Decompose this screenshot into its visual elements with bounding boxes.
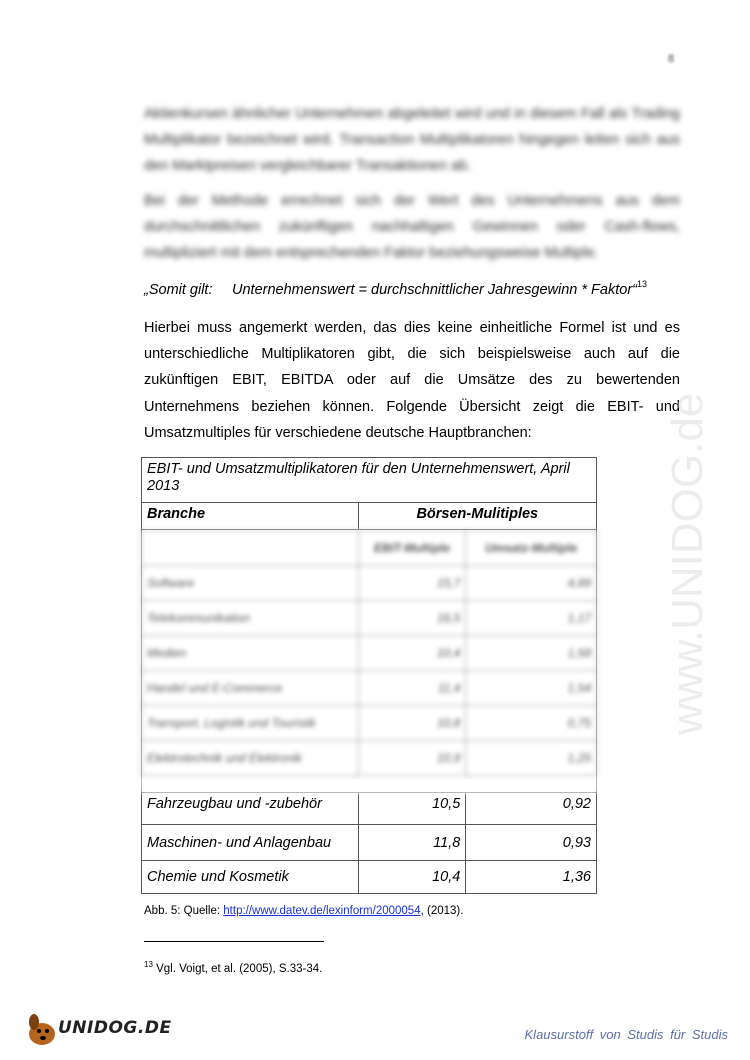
cell-umsatz: 1,17 [466,601,597,636]
cell-branche: Transport, Logistik und Touristik [142,706,359,741]
table-row [142,601,597,636]
cell-branche: Handel und E-Commerce [142,671,359,706]
table-row [142,706,597,741]
cell-ebit: 10,5 [358,793,466,825]
cell-umsatz: 1,25 [466,741,597,776]
table-row [142,636,597,671]
table-row [142,741,597,776]
cell-branche: Software [142,566,359,601]
cell-ebit: 10,4 [358,861,466,894]
watermark [602,280,732,740]
blurred-paragraph-2: Bei der Methode errechnet sich der Wert des Unternehmens aus dem durchschnittlichen zukünftigen nachhaltigen Gewinnen oder Cash-flows, multipliziert mit dem entsprechenden Faktor beziehungsweise Multiple. [144,193,680,262]
footnote-number: 13 [144,960,153,969]
blurred-empty-cell [142,531,359,566]
table-row [142,793,597,825]
table-row [142,566,597,601]
table-row [142,671,597,706]
cell-ebit: 10,9 [358,741,466,776]
footnote-text: Vgl. Voigt, et al. (2005), S.33-34. [152,963,323,975]
cell-branche: Medien [142,636,359,671]
cell-branche: Fahrzeugbau und -zubehör [142,793,359,825]
logo-text: UNIDOG.DE [58,1018,172,1038]
cell-umsatz: 0,93 [466,825,597,861]
header-boersen-multiples: Börsen-Mulitiples [358,503,596,530]
formula-text: Unternehmenswert = durchschnittlicher Jahresgewinn * Faktor“ [232,282,637,298]
cell-umsatz: 1,54 [466,671,597,706]
subheader-ebit: EBIT-Multiple [358,531,466,566]
page-number: 8 [668,53,675,65]
formula-footnote-ref: 13 [636,279,647,289]
source-link[interactable]: http://www.datev.de/lexinform/2000054 [223,905,421,917]
subheader-umsatz: Umsatz-Multiple [466,531,597,566]
figure-caption [144,905,463,917]
table-caption: EBIT- und Umsatzmultiplikatoren für den Unternehmenswert, April 2013 [142,458,597,503]
cell-umsatz: 1,58 [466,636,597,671]
caption-prefix: Abb. 5: Quelle: [144,905,224,917]
formula-lead: „Somit gilt: [144,282,213,298]
cell-umsatz: 4,89 [466,566,597,601]
cell-umsatz: 1,36 [466,861,597,894]
cell-ebit: 10,8 [358,706,466,741]
cell-branche: Chemie und Kosmetik [142,861,359,894]
table-row [142,861,597,894]
cell-branche: Elektrotechnik und Elektronik [142,741,359,776]
caption-suffix: , (2013). [420,905,464,917]
blurred-paragraph-1: Aktienkursen ähnlicher Unternehmen abgeleitet wird und in diesem Fall als Trading Multiplikator bezeichnet wird. Transaction Multiplikatoren hingegen leiten sich aus den Marktpreisen vergleichbarer Transaktionen ab. [144,106,680,175]
header-branche: Branche [142,503,359,530]
footnote [144,960,322,975]
cell-branche: Maschinen- und Anlagenbau [142,825,359,861]
blurred-table-section [141,530,597,793]
watermark-text: www.UNIDOG.de [663,392,712,735]
cell-umsatz: 0,92 [466,793,597,825]
cell-ebit: 11,4 [358,671,466,706]
cell-ebit: 15,7 [358,566,466,601]
main-paragraph: Hierbei muss angemerkt werden, das dies keine einheitliche Formel ist und es unterschiedliche Multiplikatoren gibt, die sich beispielsweise auch auf die zukünftigen EBIT, EBITDA oder auf die Umsätze des zu bewertenden Unternehmens beziehen können. Folgende Übersicht zeigt die EBIT- und Umsatzmultiples für verschiedene deutsche Hauptbranchen: [144,320,680,441]
cell-ebit: 16,5 [358,601,466,636]
footnote-separator [144,941,324,942]
table-row [142,825,597,861]
cell-branche: Telekommunikation [142,601,359,636]
cell-umsatz: 0,75 [466,706,597,741]
tagline: Klausurstoff von Studis für Studis [524,1027,728,1042]
cell-ebit: 11,8 [358,825,466,861]
cell-ebit: 10,4 [358,636,466,671]
